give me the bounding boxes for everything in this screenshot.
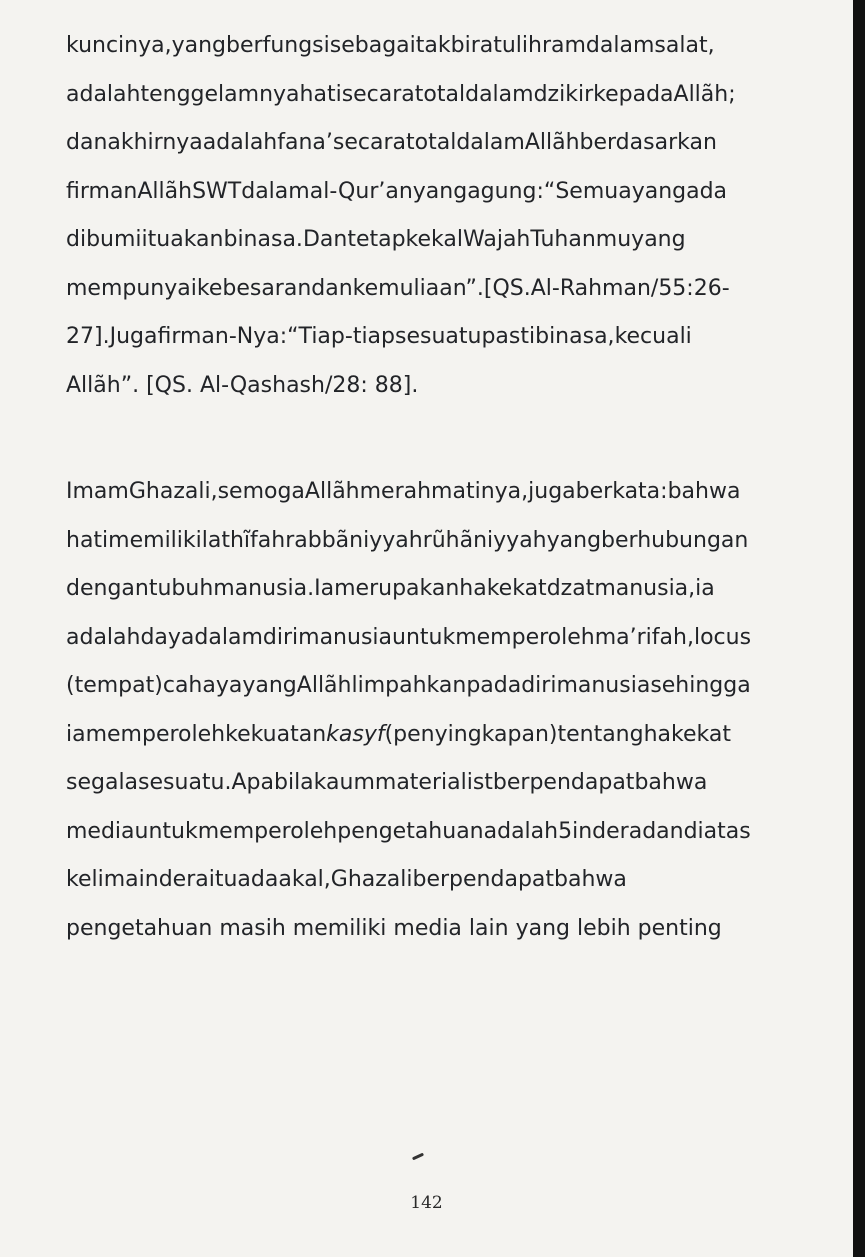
word: adalah <box>66 624 141 650</box>
text-line <box>66 168 783 217</box>
word: memiliki <box>108 527 202 553</box>
word: Allãh <box>524 130 580 155</box>
word: 27]. <box>66 324 110 349</box>
paragraph-1 <box>66 22 783 410</box>
text-line <box>66 119 783 168</box>
word: SWT <box>192 178 242 204</box>
word: ihram <box>521 33 586 58</box>
text-line <box>66 905 783 954</box>
word: pasti <box>481 324 536 349</box>
word: penting <box>637 915 722 941</box>
word: [QS. <box>146 372 200 398</box>
word: Allãh <box>304 479 360 504</box>
word: mempunyai <box>66 275 197 301</box>
word: dalam <box>194 624 263 650</box>
page-number: 142 <box>410 1193 443 1213</box>
word: ia <box>695 576 715 601</box>
word: Apabila <box>231 770 314 795</box>
word: [QS. <box>483 275 531 301</box>
word: binasa, <box>535 324 615 349</box>
word: materialist <box>374 770 493 795</box>
word: (tempat) <box>66 673 163 698</box>
word: pada <box>466 673 522 698</box>
word: kekuatan <box>225 721 327 747</box>
word: adalah <box>483 818 559 844</box>
italic-term: kasyf <box>326 721 385 747</box>
word: adalah <box>66 81 141 107</box>
text-line <box>66 71 783 120</box>
text-line <box>66 313 783 362</box>
word: limpahkan <box>351 673 467 698</box>
word: firman <box>66 178 138 204</box>
word: hati <box>66 527 109 553</box>
word: berfungsi <box>226 33 330 58</box>
word: indera <box>572 818 643 844</box>
word: tetap <box>347 227 406 252</box>
word: Ia <box>314 576 335 601</box>
word: berhubungan <box>601 527 749 553</box>
word: yang <box>515 915 577 941</box>
text-line <box>66 517 783 566</box>
word: akan <box>170 227 224 252</box>
word: dengan <box>66 576 149 601</box>
word: dalam <box>465 81 534 107</box>
word: secara <box>341 81 415 107</box>
word: tenggelamnya <box>140 81 300 107</box>
word: yang <box>242 673 297 698</box>
word: tubuh <box>148 576 214 601</box>
word: Dan <box>302 227 348 252</box>
word: dzat <box>546 576 595 601</box>
word: yang <box>412 178 468 204</box>
word: diatas <box>683 818 751 844</box>
word: yang <box>631 227 686 252</box>
word: Al-Rahman/55: <box>530 275 694 301</box>
word: (penyingkapan) <box>384 721 558 747</box>
word: untuk <box>134 818 198 844</box>
word: di <box>66 227 87 252</box>
word: diri <box>262 624 299 650</box>
word: Tuhanmu <box>530 227 632 252</box>
word: ada <box>686 178 728 204</box>
text-line <box>66 759 783 808</box>
word: Juga <box>109 324 158 349</box>
word: total <box>406 130 457 155</box>
word: masih <box>219 915 293 941</box>
word: Ghazali, <box>128 479 218 504</box>
word: media <box>66 818 135 844</box>
word: Allãh; <box>673 81 736 107</box>
word: sesuatu. <box>138 770 232 795</box>
word: bumi <box>86 227 142 252</box>
word: tentang <box>557 721 644 747</box>
word: total <box>414 81 466 107</box>
paragraph-2 <box>66 468 783 953</box>
word: 88]. <box>374 372 419 398</box>
word: Wajah <box>463 227 531 252</box>
word: 5 <box>558 818 573 844</box>
word: dzikir <box>533 81 594 107</box>
word: agung: <box>467 178 544 204</box>
word: Ghazali <box>330 867 413 892</box>
word: Allãh <box>137 178 193 204</box>
word: akhirnya <box>107 130 203 155</box>
word: kemuliaan”. <box>352 275 484 301</box>
word: dan <box>642 818 684 844</box>
word: juga <box>528 479 576 504</box>
word: sesuatu <box>395 324 482 349</box>
word: bahwa <box>667 479 741 504</box>
word: cahaya <box>162 673 243 698</box>
word: ia <box>66 721 86 747</box>
word: yang <box>631 178 687 204</box>
word: segala <box>66 770 139 795</box>
word: daya <box>140 624 195 650</box>
text-line <box>66 662 783 711</box>
word: firman-Nya: <box>157 324 288 349</box>
word: itu <box>208 867 238 892</box>
word: Imam <box>66 479 129 504</box>
word: kepada <box>593 81 674 107</box>
word: sehingga <box>650 673 751 698</box>
word: Allãh”. <box>66 372 147 398</box>
word: manusia. <box>213 576 315 601</box>
word: indera <box>138 867 209 892</box>
word: Al-Qashash/28: <box>199 372 375 398</box>
word: 26- <box>693 275 730 301</box>
word: al-Qur’an <box>309 178 413 204</box>
word: untuk <box>392 624 456 650</box>
word: binasa. <box>223 227 303 252</box>
word: dan <box>66 130 108 155</box>
word: sebagai <box>329 33 416 58</box>
text-line <box>66 216 783 265</box>
word: yang <box>546 527 602 553</box>
word: manusia, <box>594 576 696 601</box>
text-line <box>66 808 783 857</box>
word: kekal <box>405 227 463 252</box>
word: lathĩfah <box>201 527 286 553</box>
word: pengetahuan <box>66 915 220 941</box>
word: merupakan <box>334 576 460 601</box>
word: hakekat <box>459 576 547 601</box>
word: berpendapat <box>412 867 555 892</box>
text-line <box>66 711 783 760</box>
ink-mark <box>412 1153 424 1161</box>
text-line <box>66 856 783 905</box>
word: hati <box>299 81 342 107</box>
word: memperoleh <box>85 721 226 747</box>
word: pengetahuan <box>337 818 484 844</box>
word: diri <box>521 673 557 698</box>
word: kecuali <box>614 324 692 349</box>
word: takbiratul <box>415 33 522 58</box>
word: bahwa <box>634 770 708 795</box>
word: lebih <box>576 915 638 941</box>
word: berdasarkan <box>579 130 717 155</box>
word: kaum <box>313 770 375 795</box>
word: bahwa <box>554 867 627 892</box>
word: kuncinya <box>66 33 165 58</box>
word: media <box>393 915 469 941</box>
word: dalam <box>241 178 310 204</box>
word: ada <box>237 867 279 892</box>
word: “Semua <box>543 178 632 204</box>
word: Allãh <box>296 673 352 698</box>
word: itu <box>141 227 171 252</box>
word: berpendapat <box>492 770 635 795</box>
word: rabbãniyyah <box>285 527 423 553</box>
word: fana’ <box>277 130 333 155</box>
word: locus <box>693 624 752 650</box>
word: berkata: <box>575 479 668 504</box>
word: rũhãniyyah <box>422 527 547 553</box>
word: lain <box>468 915 516 941</box>
text-line <box>66 362 783 411</box>
word: kelima <box>66 867 139 892</box>
word: memiliki <box>292 915 394 941</box>
word: semoga <box>217 479 305 504</box>
word: dalam <box>456 130 525 155</box>
text-line <box>66 265 783 314</box>
word: yang <box>171 33 227 58</box>
word: dan <box>311 275 353 301</box>
word: manusia <box>298 624 392 650</box>
text-line <box>66 614 783 663</box>
word: kebesaran <box>196 275 312 301</box>
word: memperoleh <box>197 818 338 844</box>
word: merahmatinya, <box>359 479 529 504</box>
word: memperoleh <box>455 624 595 650</box>
text-line <box>66 468 783 517</box>
word: akal, <box>278 867 331 892</box>
word: ma’rifah, <box>594 624 694 650</box>
word: hakekat <box>643 721 731 747</box>
word: salat, <box>654 33 715 58</box>
word: manusia <box>556 673 651 698</box>
word: secara <box>332 130 407 155</box>
word: , <box>164 33 172 58</box>
text-line <box>66 565 783 614</box>
word: dalam <box>585 33 655 58</box>
word: “Tiap-tiap <box>287 324 395 349</box>
scan-edge <box>853 0 865 1257</box>
text-line <box>66 22 783 71</box>
word: adalah <box>202 130 278 155</box>
